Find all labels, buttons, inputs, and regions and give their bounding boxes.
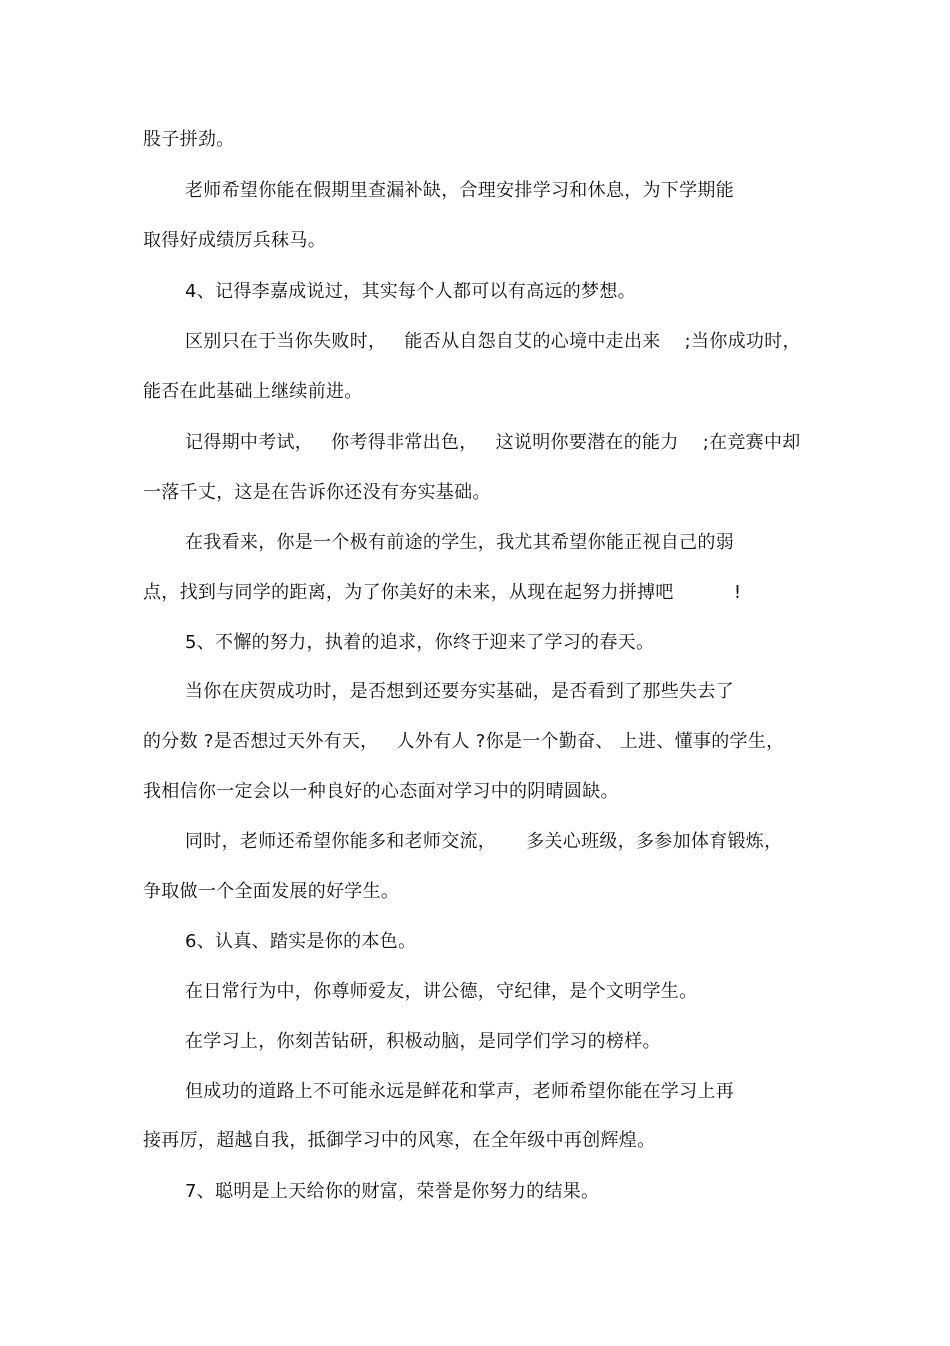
text-line: 能否在此基础上继续前进。 <box>143 381 363 402</box>
text-line: 在我看来，你是一个极有前途的学生，我尤其希望你能正视自己的弱 <box>185 532 734 553</box>
text-line: 同时，老师还希望你能多和老师交流， 多关心班级，多参加体育锻炼， <box>185 831 783 852</box>
text-line: 7、聪明是上天给你的财富，荣誉是你努力的结果。 <box>185 1181 600 1202</box>
text-line: 区别只在于当你失败时， 能否从自怨自艾的心境中走出来 ;当你成功时， <box>185 331 801 352</box>
text-line: 接再厉，超越自我，抵御学习中的风寒，在全年级中再创辉煌。 <box>143 1130 656 1151</box>
text-line: 在日常行为中，你尊师爱友，讲公德，守纪律，是个文明学生。 <box>185 981 698 1002</box>
text-line: 老师希望你能在假期里查漏补缺，合理安排学习和休息，为下学期能 <box>185 180 734 201</box>
text-line: 我相信你一定会以一种良好的心态面对学习中的阴晴圆缺。 <box>143 781 619 802</box>
text-line: 的分数 ?是否想过天外有天， 人外有人 ?你是一个勤奋、 上进、懂事的学生， <box>143 731 785 752</box>
text-line: 记得期中考试， 你考得非常出色， 这说明你要潜在的能力 ;在竞赛中却 <box>185 432 801 453</box>
text-line: 5、不懈的努力，执着的追求，你终于迎来了学习的春天。 <box>185 632 655 653</box>
text-line: 但成功的道路上不可能永远是鲜花和掌声，老师希望你能在学习上再 <box>185 1081 734 1102</box>
text-line: 一落千丈，这是在告诉你还没有夯实基础。 <box>143 482 491 503</box>
text-line: 4、记得李嘉成说过，其实每个人都可以有高远的梦想。 <box>185 281 636 302</box>
text-line: 在学习上，你刻苦钻研，积极动脑，是同学们学习的榜样。 <box>185 1031 661 1052</box>
text-line: 取得好成绩厉兵秣马。 <box>143 230 326 251</box>
text-line: 争取做一个全面发展的好学生。 <box>143 881 400 902</box>
text-line: 股子拼劲。 <box>143 129 235 150</box>
text-line: 当你在庆贺成功时，是否想到还要夯实基础，是否看到了那些失去了 <box>185 681 734 702</box>
text-line: 点，找到与同学的距离，为了你美好的未来，从现在起努力拼搏吧 ! <box>143 582 742 603</box>
text-line: 6、认真、踏实是你的本色。 <box>185 931 417 952</box>
